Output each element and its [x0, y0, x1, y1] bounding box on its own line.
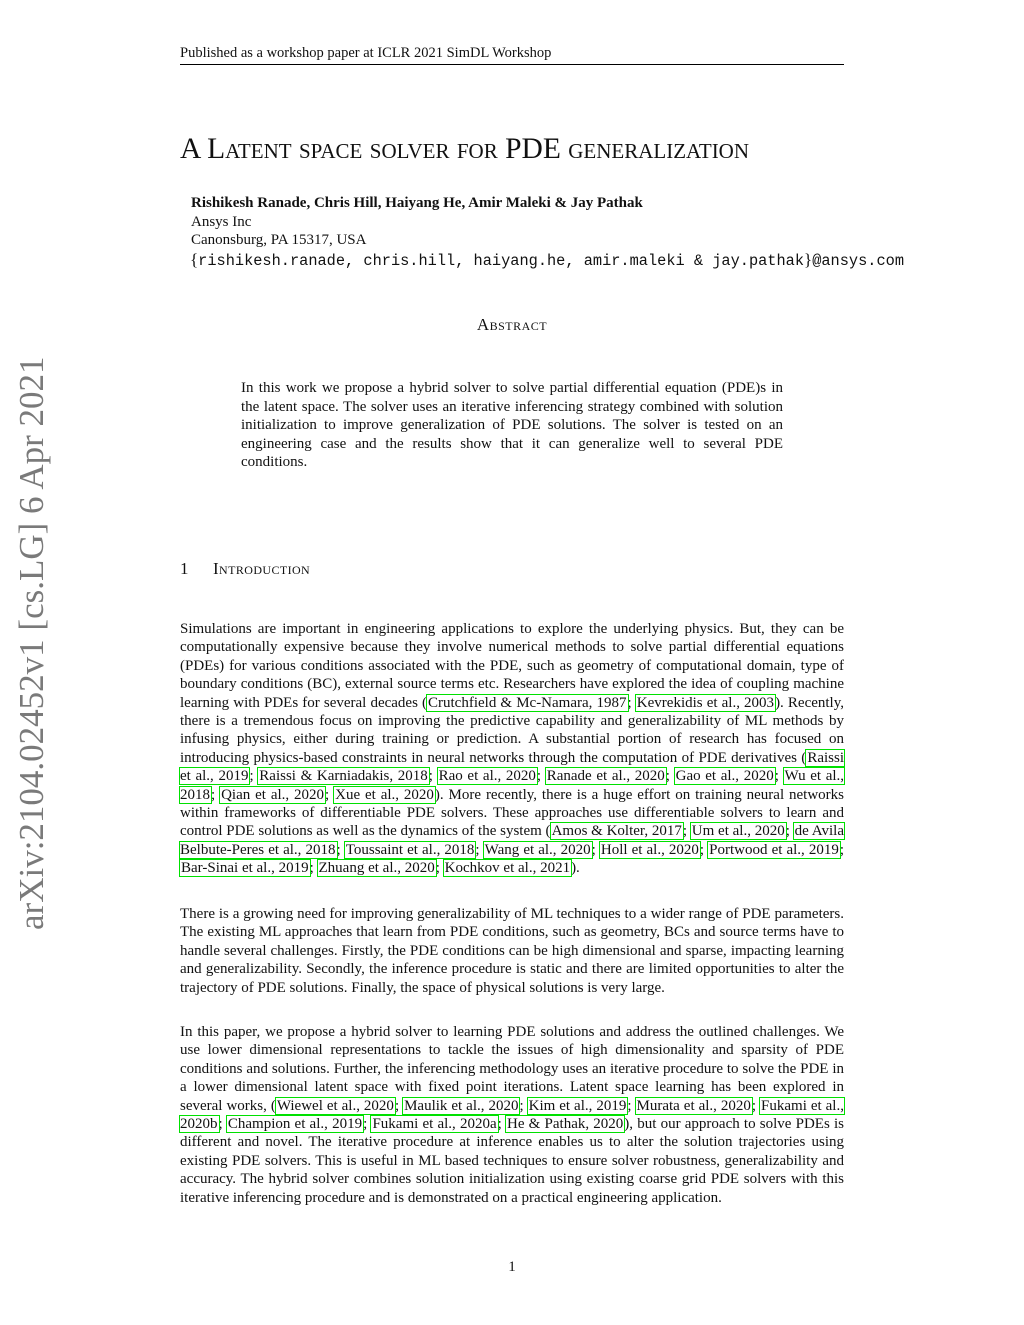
paper-title — [180, 130, 860, 170]
citation-link[interactable]: Wu et al., 2018 — [180, 768, 845, 803]
citation-separator: ; — [497, 1116, 506, 1133]
citation-separator: ; — [627, 694, 636, 711]
section-number: 1 — [180, 559, 189, 578]
citation-link[interactable]: Zhuang et al., 2020 — [318, 860, 435, 877]
citation-link[interactable]: Kochkov et al., 2021 — [444, 860, 571, 877]
citation-link[interactable]: Bar-Sinai et al., 2019 — [181, 860, 309, 877]
intro-paragraph-2: There is a growing need for improving generalizability of ML techniques to a wider range of PDE parameters. The existing ML approaches that learn from PDE conditions, such as geometry, BCs and source terms have to handle several challenges. Firstly, the PDE conditions can be high dimensional and sparse, impacting learning and generalizability. Secondly, the inference procedure is static and there are limited opportunities to alter the trajectory of PDE solutions. Finally, the space of physical solutions is very large. — [180, 906, 844, 996]
arxiv-side-stamp: arXiv:2104.02452v1 [cs.LG] 6 Apr 2021 — [12, 356, 51, 930]
citation-link[interactable]: Raissi & Karniadakis, 2018 — [259, 768, 428, 785]
citation-link[interactable]: Um et al., 2020 — [691, 823, 785, 840]
citation-link[interactable]: Xue et al., 2020 — [335, 786, 434, 803]
citation-separator: ; — [363, 1116, 372, 1133]
citation-separator: ; — [435, 860, 444, 877]
citation-separator: ; — [336, 841, 345, 858]
citation-separator: ; — [428, 768, 438, 785]
citation-separator: ; — [839, 841, 845, 858]
emails-names: rishikesh.ranade, chris.hill, haiyang.he, amir.maleki & jay.pathak — [198, 252, 805, 270]
citation-separator: ; — [249, 768, 259, 785]
citation-separator: ; — [682, 823, 691, 840]
page-number: 1 — [508, 1259, 516, 1275]
emails-close-brace: } — [804, 250, 813, 269]
citation-link[interactable]: Holl et al., 2020 — [600, 841, 699, 858]
citation-separator: ; — [751, 1097, 761, 1114]
emails-open-brace: { — [190, 250, 199, 269]
citation-link[interactable]: Fukami et al., 2020a — [372, 1116, 497, 1133]
intro-paragraph-3 — [180, 1023, 844, 1207]
citation-separator: ; — [665, 768, 675, 785]
citation-link[interactable]: Wiewel et al., 2020 — [276, 1097, 394, 1114]
citation-link[interactable]: Champion et al., 2019 — [227, 1116, 363, 1133]
author-list: Rishikesh Ranade, Chris Hill, Haiyang He, Amir Maleki & Jay Pathak — [191, 195, 643, 211]
citation-link[interactable]: Fukami et al., 2020b — [180, 1097, 844, 1133]
citation-link[interactable]: Kim et al., 2019 — [528, 1097, 627, 1114]
citation-link[interactable]: Kevrekidis et al., 2003 — [636, 694, 775, 711]
citation-link[interactable]: Portwood et al., 2019 — [709, 841, 839, 858]
title-part-2: generalization — [560, 133, 750, 165]
section-heading-introduction — [180, 558, 580, 580]
citation-separator: ; — [211, 786, 221, 803]
citation-separator: ; — [785, 823, 794, 840]
section-title: Introduction — [213, 559, 311, 578]
citation-link[interactable]: Crutchfield & Mc-Namara, 1987 — [428, 694, 627, 711]
affiliation-location: Canonsburg, PA 15317, USA — [191, 232, 367, 248]
intro-paragraph-1 — [180, 620, 844, 878]
title-initial-l: L — [207, 133, 226, 165]
paragraph-text: ). More recently, there is a huge effort on training neural networks within frameworks of differentiable PDE solvers. These approaches use differentiable solvers to learn and control PDE solutions as well as the dynamics of the system ( — [180, 786, 844, 840]
citation-link[interactable]: Gao et al., 2020 — [675, 768, 774, 785]
title-pde: PDE — [505, 133, 561, 165]
running-header: Published as a workshop paper at ICLR 2021 SimDL Workshop — [180, 45, 844, 65]
citation-separator: ; — [774, 768, 784, 785]
emails-domain: @ansys.com — [812, 252, 904, 270]
author-emails — [190, 250, 990, 271]
title-part-1: atent space solver for — [225, 133, 506, 165]
citation-link[interactable]: Toussaint et al., 2018 — [345, 841, 475, 858]
citation-link[interactable]: Murata et al., 2020 — [636, 1097, 751, 1114]
citation-separator: ; — [394, 1097, 404, 1114]
citation-link[interactable]: Wang et al., 2020 — [484, 841, 591, 858]
title-initial-a: A — [180, 133, 200, 165]
affiliation-org: Ansys Inc — [191, 214, 252, 230]
abstract-text: In this work we propose a hybrid solver to solve partial differential equation (PDE)s in the latent space. The solver uses an iterative inferencing strategy combined with solution initialization to improve generalization of PDE solutions. The solver is tested on an engineering case and the results show that it can generalize well to several PDE conditions. — [241, 380, 783, 471]
citation-link[interactable]: Ranade et al., 2020 — [546, 768, 665, 785]
citation-separator: ; — [591, 841, 600, 858]
paragraph-text: Simulations are important in engineering applications to explore the underlying physics. But, they can be computationally expensive because they involve numerical methods to solve partial differential equations (PDEs) for various conditions associated with the PDE, such as geometry of computational domain, type of boundary conditions (BC), external source terms etc. Researchers have explored the idea of coupling machine learning with PDEs for several decades ( — [180, 621, 844, 711]
abstract-heading: Abstract — [476, 315, 548, 334]
paragraph-text: In this paper, we propose a hybrid solver to learning PDE solutions and address the outlined challenges. We use lower dimensional representations to tackle the issues of high dimensionality and sparsity of PDE conditions and solutions. Further, the inferencing methodology uses an iterative procedure to solve the PDE in a lower dimensional latent space with fixed point iterations. Latent space learning has been explored in several works, ( — [180, 1024, 844, 1114]
citation-link[interactable]: Amos & Kolter, 2017 — [551, 823, 682, 840]
paragraph-text: ), but our approach to solve PDEs is different and novel. The iterative procedure at inference enables us to alter the solution trajectories using existing PDE solvers. This is useful in ML based techniques to ensure solver robustness, generalizability and accuracy. The hybrid solver combines solution initialization using existing coarse grid PDE solvers with this iterative inferencing procedure and is demonstrated on a practical engineering application. — [180, 1116, 844, 1206]
citation-separator: ; — [519, 1097, 528, 1114]
citation-separator: ; — [699, 841, 709, 858]
citation-link[interactable]: He & Pathak, 2020 — [507, 1116, 624, 1133]
paragraph-text: ). Recently, there is a tremendous focus on improving the predictive capability and generalizability of ML methods by infusing physics, either during training or prediction. A substantial portion of research has focused on introducing physics-based constraints in neural networks through the computation of PDE derivatives ( — [180, 694, 844, 766]
citation-separator: ; — [536, 768, 546, 785]
citation-separator: ; — [475, 841, 484, 858]
citation-link[interactable]: Maulik et al., 2020 — [404, 1097, 519, 1114]
citation-link[interactable]: de Avila Belbute-Peres et al., 2018 — [180, 823, 844, 858]
citation-link[interactable]: Rao et al., 2020 — [438, 768, 536, 785]
citation-separator: ; — [218, 1116, 227, 1133]
citation-separator: ; — [627, 1097, 636, 1114]
citation-link[interactable]: Qian et al., 2020 — [221, 786, 325, 803]
citation-link[interactable]: Raissi et al., 2019 — [180, 749, 844, 785]
paragraph-text: ). — [571, 860, 580, 877]
citation-separator: ; — [325, 786, 335, 803]
citation-separator: ; — [309, 860, 318, 877]
